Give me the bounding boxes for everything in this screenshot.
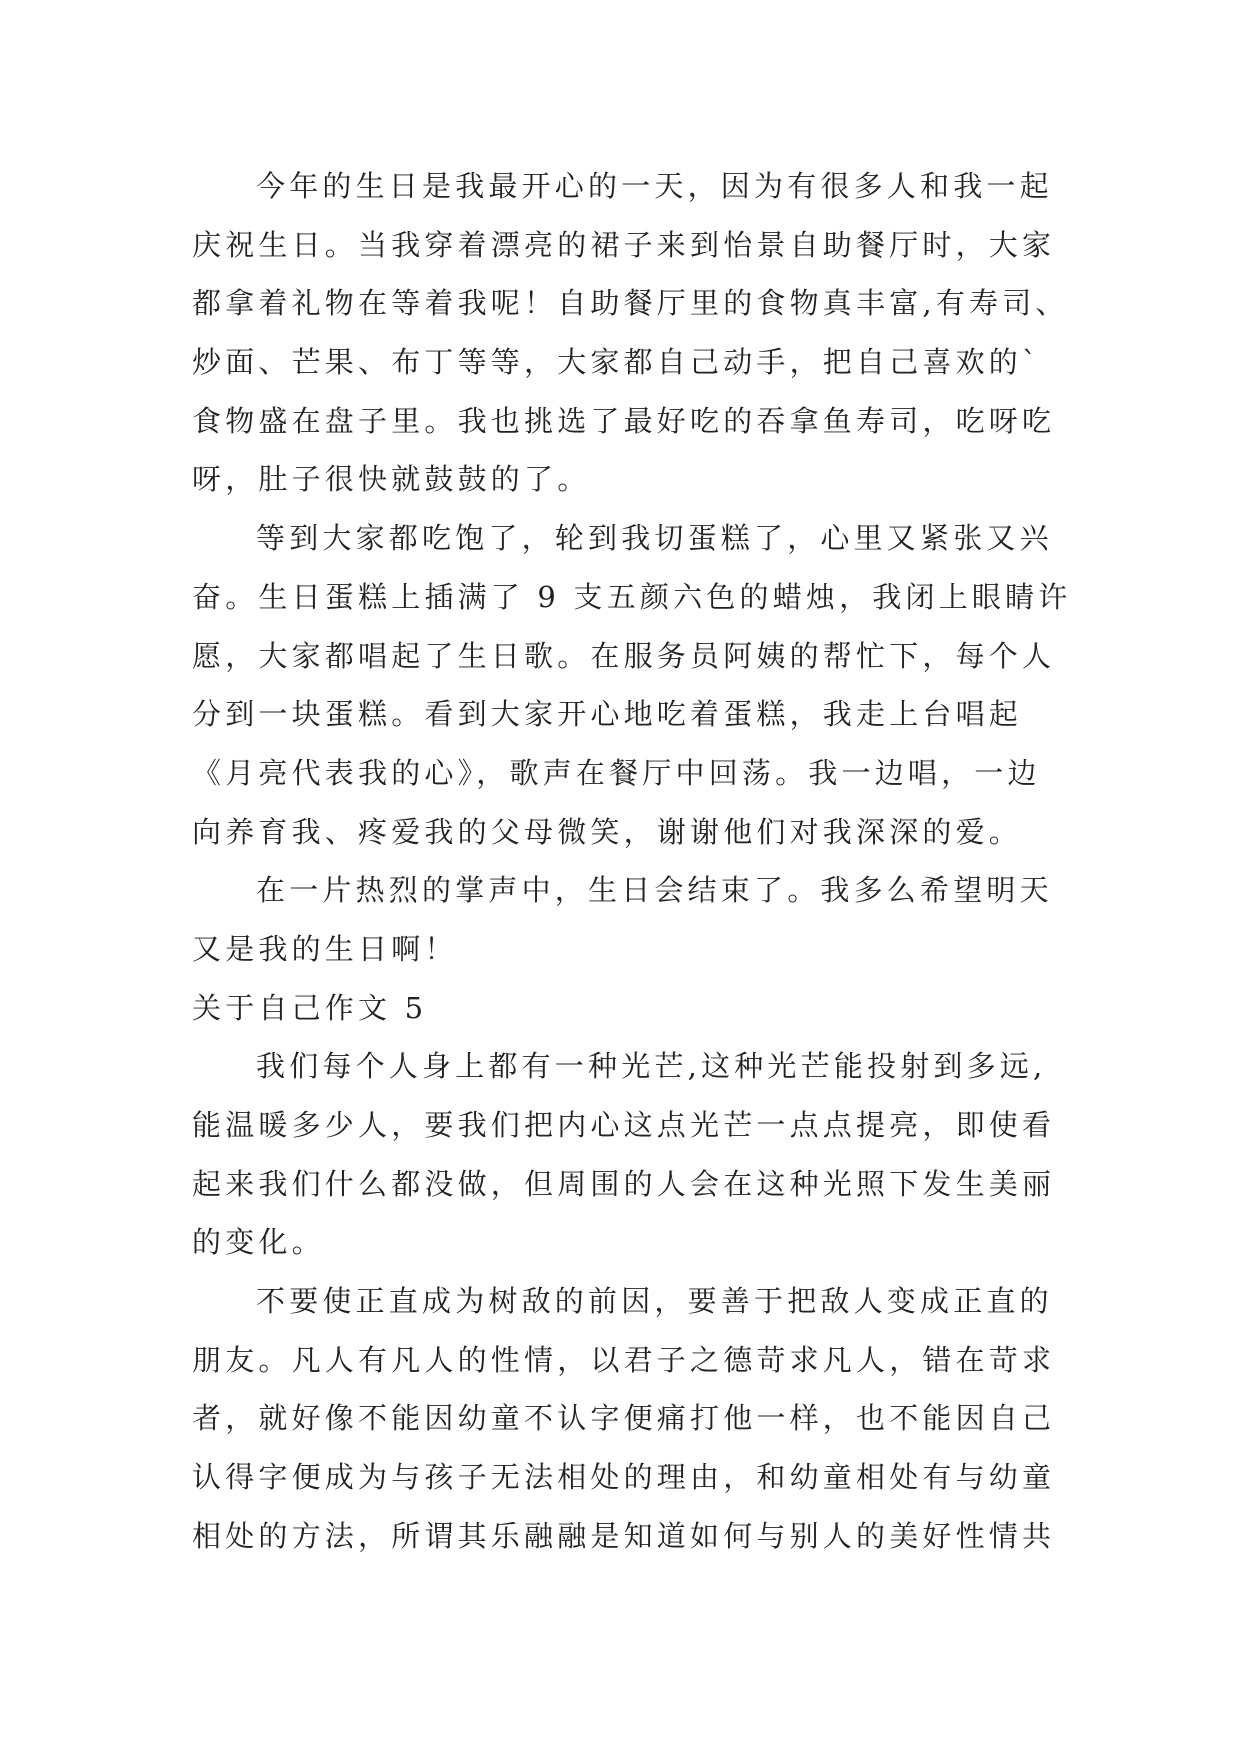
text-line: 能温暖多少人，要我们把内心这点光芒一点点提亮，即使看 [192, 1108, 1056, 1142]
paragraph [192, 861, 1052, 978]
text-line: 向养育我、疼爱我的父母微笑，谢谢他们对我深深的爱。 [192, 814, 1023, 849]
text-line: 朋友。凡人有凡人的性情，以君子之德苛求凡人，错在苛求 [192, 1342, 1056, 1377]
text-line: 《月亮代表我的心》，歌声在餐厅中回荡。我一边唱，一边 [192, 755, 1041, 790]
paragraph [192, 509, 1072, 861]
text-line: 我们每个人身上都有一种光芒,这种光芒能投射到多远, [256, 1049, 1047, 1084]
text-line: 呀，肚子很快就鼓鼓的了。 [192, 462, 591, 497]
text-line: 庆祝生日。当我穿着漂亮的裙子来到怡景自助餐厅时，大家 [192, 227, 1056, 262]
section-heading: 关于自己作文 5 [192, 990, 428, 1025]
text-line: 认得字便成为与孩子无法相处的理由，和幼童相处有与幼童 [192, 1460, 1056, 1495]
text-line: 愿，大家都唱起了生日歌。在服务员阿姨的帮忙下，每个人 [192, 638, 1056, 673]
text-line: 奋。生日蛋糕上插满了 9 支五颜六色的蜡烛，我闭上眼睛许 [192, 579, 1072, 614]
text-line: 食物盛在盘子里。我也挑选了最好吃的吞拿鱼寿司，吃呀吃 [192, 403, 1056, 438]
text-line: 不要使正直成为树敌的前因，要善于把敌人变成正直的 [256, 1284, 1053, 1319]
text-line: 在一片热烈的掌声中，生日会结束了。我多么希望明天 [256, 873, 1053, 908]
text-line: 又是我的生日啊！ [192, 931, 458, 966]
text-line: 者，就好像不能因幼童不认字便痛打他一样，也不能因自己 [192, 1401, 1056, 1436]
text-line: 分到一块蛋糕。看到大家开心地吃着蛋糕，我走上台唱起 [192, 697, 1023, 732]
document-body [192, 157, 1072, 1566]
text-line: 等到大家都吃饱了，轮到我切蛋糕了，心里又紧张又兴 [256, 521, 1053, 556]
paragraph [192, 1272, 1056, 1565]
text-line: 相处的方法，所谓其乐融融是知道如何与别人的美好性情共 [192, 1518, 1056, 1553]
paragraph [192, 157, 1069, 509]
text-line: 炒面、芒果、布丁等等，大家都自己动手，把自己喜欢的` [192, 345, 1041, 380]
paragraph [192, 1037, 1056, 1272]
text-line: 今年的生日是我最开心的一天，因为有很多人和我一起 [256, 169, 1053, 203]
text-line: 起来我们什么都没做，但周围的人会在这种光照下发生美丽 [192, 1166, 1056, 1201]
text-line: 都拿着礼物在等着我呢！自助餐厅里的食物真丰富,有寿司、 [192, 286, 1069, 321]
text-line: 的变化。 [192, 1225, 325, 1260]
